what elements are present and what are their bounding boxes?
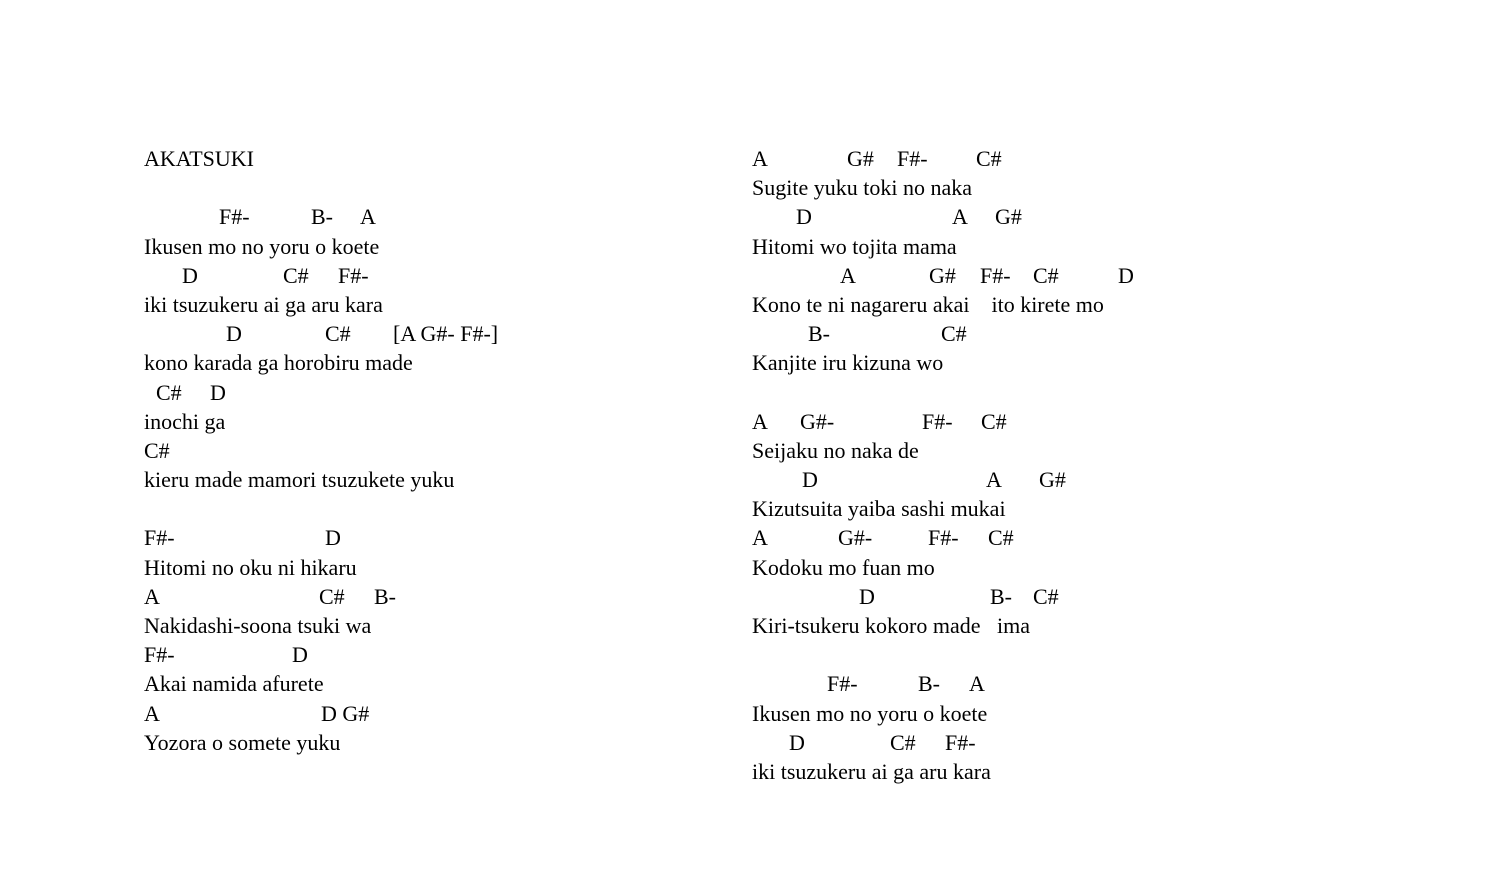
chord: C# <box>976 146 1002 171</box>
chord: F#- <box>219 204 250 230</box>
chord-line <box>752 144 1392 173</box>
chord: D G# <box>321 700 370 726</box>
lyric-line: Kodoku mo fuan mo <box>752 554 935 580</box>
lyric-line: Kizutsuita yaiba sashi mukai <box>752 496 1006 522</box>
chord: G#- <box>800 408 835 434</box>
chord-line <box>752 261 1392 290</box>
chord: F#- <box>928 525 959 551</box>
lyric-line: Sugite yuku toki no naka <box>752 175 972 201</box>
lyric-line: Hitomi wo tojita mama <box>752 233 957 259</box>
chord: D <box>325 525 341 551</box>
chord-line <box>752 407 1392 436</box>
chord-line <box>144 640 704 669</box>
chord-line <box>752 202 1392 231</box>
chord: A <box>752 146 768 171</box>
chord-line <box>752 728 1392 757</box>
chord: C# <box>283 262 309 288</box>
chord: C# <box>156 379 182 405</box>
lyric-line: Seijaku no naka de <box>752 437 919 463</box>
right-column <box>752 144 1392 786</box>
chord: F#- <box>945 729 976 755</box>
chord: [A G#- F#-] <box>393 321 499 347</box>
chord: B- <box>311 204 333 230</box>
lyric-line: kieru made mamori tsuzukete yuku <box>144 467 455 493</box>
chord: D <box>859 583 875 609</box>
chord: G# <box>1039 467 1066 493</box>
chord: G# <box>995 204 1022 230</box>
blank-line <box>752 640 1392 669</box>
chord-line <box>752 523 1392 552</box>
chord-line <box>752 465 1392 494</box>
lyric-line: Akai namida afurete <box>144 671 324 697</box>
chord: G# <box>929 262 956 288</box>
chord: A <box>952 204 968 230</box>
chord-line <box>144 261 704 290</box>
chord: A <box>969 671 985 697</box>
lyric-line: Kanjite iru kizuna wo <box>752 350 944 376</box>
chord: D <box>802 467 818 493</box>
chord: F#- <box>922 408 953 434</box>
left-column <box>144 144 704 757</box>
chord: A <box>144 700 160 726</box>
chord: D <box>210 379 226 405</box>
chord: F#- <box>338 262 369 288</box>
chord: A <box>840 262 856 288</box>
chord: A <box>752 525 768 551</box>
chord: F#- <box>144 642 175 668</box>
chord: D <box>796 204 812 230</box>
chord: F#- <box>144 525 175 551</box>
chord: F#- <box>897 146 928 171</box>
blank-line <box>144 494 704 523</box>
lyric-line: Hitomi no oku ni hikaru <box>144 554 357 580</box>
chord: B- <box>990 583 1012 609</box>
chord: B- <box>374 583 396 609</box>
chord: C# <box>1033 262 1059 288</box>
lyric-line: Kiri-tsukeru kokoro made ima <box>752 613 1030 638</box>
chord: D <box>1118 262 1134 288</box>
chord: F#- <box>827 671 858 697</box>
chord-line <box>752 582 1392 611</box>
blank-line <box>752 378 1392 407</box>
chord: C# <box>890 729 916 755</box>
chord: A <box>360 204 376 230</box>
chord-line <box>752 319 1392 348</box>
chord: A <box>752 408 768 434</box>
chord: G#- <box>838 525 873 551</box>
chord: G# <box>847 146 874 171</box>
chord: C# <box>988 525 1014 551</box>
chord: C# <box>1033 583 1059 609</box>
chord-line <box>144 699 704 728</box>
lyric-line: iki tsuzukeru ai ga aru kara <box>144 291 383 317</box>
chord: C# <box>319 583 345 609</box>
chord-line <box>144 319 704 348</box>
chord: B- <box>918 671 940 697</box>
lyric-line: inochi ga <box>144 408 226 434</box>
lyric-line: kono karada ga horobiru made <box>144 350 413 376</box>
chord: B- <box>808 321 830 347</box>
lyric-line: Kono te ni nagareru akai ito kirete mo <box>752 291 1104 317</box>
lyric-line: Yozora o somete yuku <box>144 729 341 755</box>
chord: C# <box>325 321 351 347</box>
lyric-line: Nakidashi-soona tsuki wa <box>144 613 372 638</box>
lyric-line: Ikusen mo no yoru o koete <box>752 700 988 726</box>
chord: A <box>144 583 160 609</box>
chord: F#- <box>980 262 1011 288</box>
chord: D <box>182 262 198 288</box>
chord-line <box>144 202 704 231</box>
chord-line <box>144 523 704 552</box>
chord-line <box>752 669 1392 698</box>
song-title: AKATSUKI <box>144 146 254 171</box>
chord-line <box>144 378 704 407</box>
chord: D <box>292 642 308 668</box>
lyric-line: iki tsuzukeru ai ga aru kara <box>752 758 991 784</box>
lyric-line: Ikusen mo no yoru o koete <box>144 233 380 259</box>
chord: D <box>226 321 242 347</box>
blank-line <box>144 173 704 202</box>
chord: D <box>789 729 805 755</box>
chord: C# <box>941 321 967 347</box>
chord-line <box>144 582 704 611</box>
chord: C# <box>144 437 170 463</box>
chord: A <box>986 467 1002 493</box>
chord-line <box>144 436 704 465</box>
chord: C# <box>981 408 1007 434</box>
